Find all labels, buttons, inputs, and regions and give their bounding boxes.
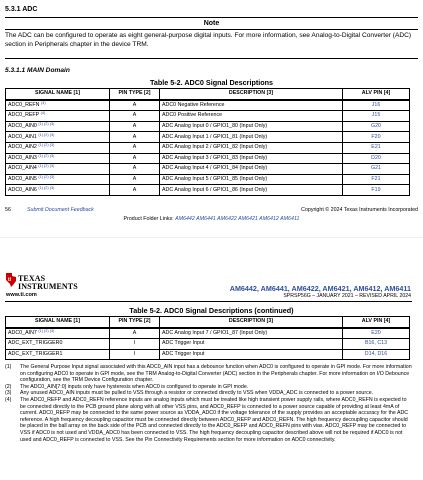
signal-name: ADC0_REFN (8, 101, 40, 108)
col-header-description: DESCRIPTION [3] (160, 89, 343, 100)
note-box (5, 17, 418, 59)
ti-logo (5, 271, 85, 299)
table-row (6, 121, 410, 132)
footnote-text: The ADC0_AIN[7:0] inputs only have hysteresis when ADC0 is configured to operate in GPI mode. (20, 383, 249, 390)
footnote-text: Any unused ADC0_AIN inputs must be pulled to VSS through a resistor or connected directly to VSS when VDDA_ADC is connected to a power source. (20, 390, 374, 397)
pin-type-cell: A (110, 185, 160, 196)
alv-pin-cell[interactable]: J15 (343, 111, 410, 122)
col-header-description: DESCRIPTION [3] (160, 317, 343, 328)
footnote-ref[interactable]: (1) (2) (3) (38, 143, 55, 148)
description-cell: ADC Trigger Input (160, 339, 343, 350)
subsection-title: 5.3.1.1 MAIN Domain (5, 67, 70, 74)
table-header-row (6, 89, 410, 100)
links-label: Product Folder Links: (123, 216, 174, 222)
alv-pin-cell[interactable]: J16 (343, 100, 410, 111)
alv-pin-cell[interactable]: E21 (343, 142, 410, 153)
table-row (6, 185, 410, 196)
site-url[interactable]: www.ti.com (6, 292, 37, 298)
signal-name-cell (6, 185, 110, 196)
alv-pin-cell[interactable]: F20 (343, 132, 410, 143)
signal-name: ADC0_AIN7 (8, 329, 37, 336)
footnote-number: (2) (5, 383, 12, 390)
logo-line2: INSTRUMENTS (18, 282, 78, 291)
table-header-row (6, 317, 410, 328)
document-date: SPRSP56G – JANUARY 2021 – REVISED APRIL 2024 (283, 293, 411, 299)
description-cell: ADC Analog Input 0 / GPIO1_80 (Input Only) (160, 121, 343, 132)
table-row (6, 339, 410, 350)
signal-name: ADC_EXT_TRIGGER1 (8, 351, 63, 358)
table-row (6, 164, 410, 175)
footnote-ref[interactable]: (1) (2) (3) (38, 185, 55, 190)
feedback-link[interactable]: Submit Document Feedback (27, 207, 94, 213)
signal-name: ADC0_AIN4 (8, 165, 37, 172)
footnote-number: (3) (5, 390, 12, 397)
footnote (5, 390, 412, 397)
description-cell: ADC Analog Input 7 / GPIO1_87 (Input Only) (160, 328, 343, 339)
signal-name-cell (6, 328, 110, 339)
table-notes (5, 364, 412, 443)
description-cell: ADC0 Negative Reference (160, 100, 343, 111)
svg-text:ti: ti (8, 277, 12, 283)
footnote-text: The General Purpose Input signal associated with this ADC0_AIN input has a debounce function when ADC0 is configured to operate in GPI mode. For more information on configuring ADC0 to operate in GPI mode, see the TRM Analog-to-Digital Converter (ADC) section in the Peripherals chapter. For more information on I/O Debounce configuration, see the TRM Device Configuration chapter. (20, 364, 412, 384)
footnote-number: (4) (5, 396, 12, 403)
ti-state-icon (5, 272, 17, 288)
pin-type-cell: A (110, 328, 160, 339)
footnote-ref[interactable]: (4) (40, 111, 46, 116)
signal-name-cell (6, 121, 110, 132)
alv-pin-cell[interactable]: D20 (343, 153, 410, 164)
col-header-pin: ALV PIN [4] (343, 317, 410, 328)
pin-type-cell: I (110, 339, 160, 350)
alv-pin-cell[interactable]: E20 (343, 328, 410, 339)
signal-name: ADC0_AIN0 (8, 123, 37, 130)
footnote-ref[interactable]: (1) (2) (3) (38, 164, 55, 169)
signal-name-cell (6, 132, 110, 143)
col-header-signal: SIGNAL NAME [1] (6, 317, 110, 328)
table-row (6, 328, 410, 339)
pin-type-cell: A (110, 132, 160, 143)
note-heading: Note (203, 20, 220, 27)
description-cell: ADC Analog Input 3 / GPIO1_83 (Input Only) (160, 153, 343, 164)
pin-type-cell: A (110, 142, 160, 153)
pin-type-cell: A (110, 164, 160, 175)
note-text: The ADC can be configured to operate as eight general-purpose digital inputs. For more information, see Analog-to-Digital Converter (ADC) section in Peripherals chapter in the device TRM. (5, 32, 412, 48)
alv-pin-cell[interactable]: G21 (343, 164, 410, 175)
table-row (6, 153, 410, 164)
alv-pin-cell[interactable]: F21 (343, 174, 410, 185)
description-cell: ADC Trigger Input (160, 349, 343, 360)
table-row (6, 100, 410, 111)
description-cell: ADC0 Positive Reference (160, 111, 343, 122)
pin-type-cell: I (110, 349, 160, 360)
footnote-ref[interactable]: (4) (40, 100, 46, 105)
description-cell: ADC Analog Input 4 / GPIO1_84 (Input Only) (160, 164, 343, 175)
signal-name-cell (6, 111, 110, 122)
copyright: Copyright © 2024 Texas Instruments Incorporated (301, 207, 418, 213)
table-title-continued: Table 5-2. ADC0 Signal Descriptions (continued) (129, 306, 294, 315)
description-cell: ADC Analog Input 5 / GPIO1_85 (Input Only) (160, 174, 343, 185)
pin-type-cell: A (110, 174, 160, 185)
table-row (6, 142, 410, 153)
col-header-type: PIN TYPE [2] (110, 317, 160, 328)
signal-name: ADC_EXT_TRIGGER0 (8, 340, 63, 347)
footnote (5, 364, 412, 384)
part-numbers[interactable]: AM6442, AM6441, AM6422, AM6421, AM6412, AM6411 (229, 284, 411, 293)
alv-pin-cell[interactable]: F19 (343, 185, 410, 196)
product-folder-links (0, 216, 423, 222)
footnote-ref[interactable]: (1) (2) (3) (38, 153, 55, 158)
col-header-type: PIN TYPE [2] (110, 89, 160, 100)
pin-type-cell: A (110, 153, 160, 164)
table-row (6, 111, 410, 122)
alv-pin-cell[interactable]: B16, C13 (343, 339, 410, 350)
signal-name-cell (6, 100, 110, 111)
description-cell: ADC Analog Input 6 / GPIO1_86 (Input Only) (160, 185, 343, 196)
footnote (5, 397, 412, 443)
signal-name-cell (6, 142, 110, 153)
table-row (6, 132, 410, 143)
logo-line1: TEXAS (18, 274, 46, 283)
pin-type-cell: A (110, 121, 160, 132)
footnote-text: The ADC0_REFP and ADC0_REFN reference inputs are analog inputs which must be treated like high transient power supply rails, where ADC0_REFN is expected to be connected directly to the PCB ground plane along with all other VSS pins, and ADC0_REFP is connected to a power source capable of providing at least 4mA of current. ADC0_REFP may be connected to the same power source as VDDA_ADC0 if the voltage tolerance of the supply provides an acceptable accuracy for the ADC reference. A high frequency decoupling capacitor must be connected directly between ADC0_REFP and ADC0_REFN. The high frequency decoupling capacitor should be placed in the ball array on the back side of the PCB and connected directly to the ADC0_REFP and ADC0_REFN pins with vias. ADC0_REFP may be connected to VSS if ADC0 is not used and VDDA_ADC0 has been connected to VSS. The high frequency decoupling capacitor described above will not be required if ADC0 is not used and ADC0_REFP is connected to VSS. See the Pin Connectivity Requirements section for more information on ADC0 connectivity. (20, 396, 409, 443)
signal-name: ADC0_AIN5 (8, 176, 37, 183)
description-cell: ADC Analog Input 2 / GPIO1_82 (Input Only) (160, 142, 343, 153)
signal-name-cell (6, 153, 110, 164)
pin-type-cell: A (110, 100, 160, 111)
signal-name-cell (6, 174, 110, 185)
page-footer (5, 207, 418, 216)
signal-name: ADC0_REFP (8, 112, 40, 119)
page-separator (0, 237, 423, 238)
footnote-ref[interactable]: (1) (2) (3) (38, 132, 55, 137)
footnote-ref[interactable]: (1) (2) (3) (38, 122, 55, 127)
signal-name-cell (6, 339, 110, 350)
col-header-signal: SIGNAL NAME [1] (6, 89, 110, 100)
note-divider (5, 29, 418, 30)
alv-pin-cell[interactable]: D14, D16 (343, 349, 410, 360)
section-title: 5.3.1 ADC (5, 6, 38, 13)
footnote-number: (1) (5, 364, 12, 370)
signal-table (5, 88, 410, 196)
alv-pin-cell[interactable]: G20 (343, 121, 410, 132)
col-header-pin: ALV PIN [4] (343, 89, 410, 100)
footnote-ref[interactable]: (1) (2) (3) (38, 175, 55, 180)
table-row (6, 349, 410, 360)
signal-name: ADC0_AIN2 (8, 144, 37, 151)
signal-name-cell (6, 164, 110, 175)
description-cell: ADC Analog Input 1 / GPIO1_81 (Input Only) (160, 132, 343, 143)
table-row (6, 174, 410, 185)
table-title: Table 5-2. ADC0 Signal Descriptions (149, 78, 273, 87)
signal-name: ADC0_AIN1 (8, 133, 37, 140)
signal-name-cell (6, 349, 110, 360)
header-rule (5, 301, 412, 302)
signal-name: ADC0_AIN3 (8, 154, 37, 161)
signal-table-continued (5, 316, 410, 360)
signal-name: ADC0_AIN6 (8, 186, 37, 193)
pin-type-cell: A (110, 111, 160, 122)
footnote-ref[interactable]: (1) (2) (3) (38, 328, 55, 333)
footnote (5, 384, 412, 391)
product-links[interactable]: AM6442 AM6441 AM6422 AM6421 AM6412 AM6411 (175, 216, 300, 222)
page-number: 56 (5, 207, 11, 213)
